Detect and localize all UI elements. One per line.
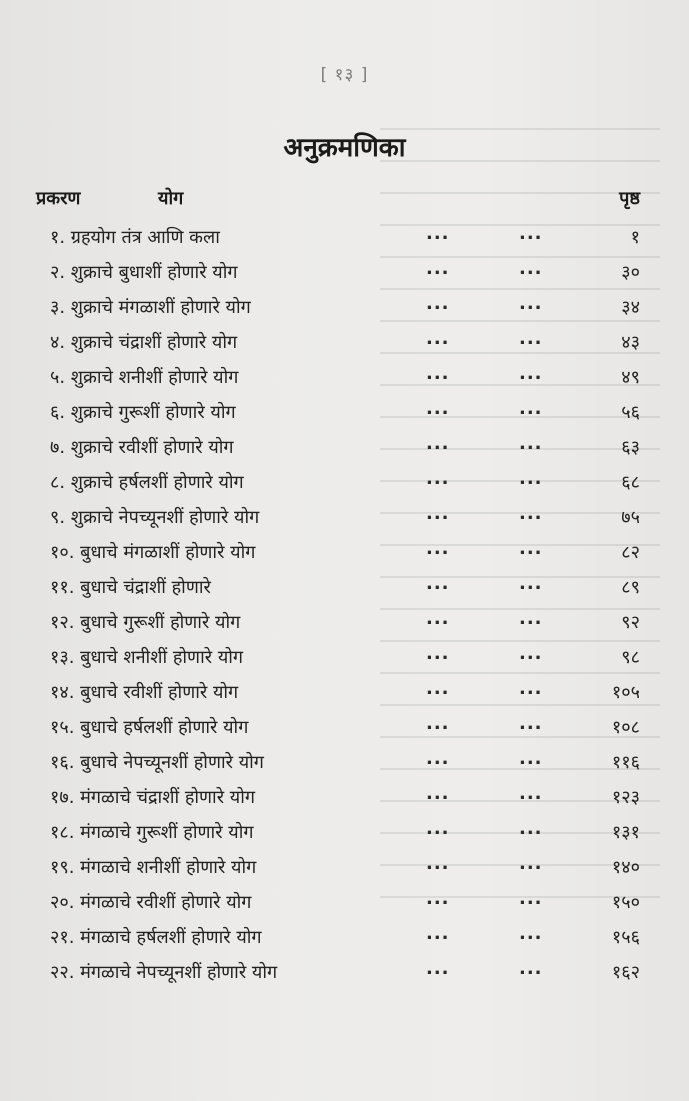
toc-entry[interactable] bbox=[50, 292, 650, 327]
toc-entry-page: ११६ bbox=[611, 752, 640, 773]
toc-entry[interactable] bbox=[50, 922, 650, 957]
dot-leader: ... bbox=[426, 293, 450, 314]
dot-leader: ... bbox=[426, 608, 450, 629]
dot-leader: ... bbox=[519, 538, 543, 559]
dot-leader: ... bbox=[426, 958, 450, 979]
toc-entry-page: १४० bbox=[611, 857, 640, 878]
dot-leader: ... bbox=[426, 468, 450, 489]
toc-entry[interactable] bbox=[50, 397, 650, 432]
dot-leader: ... bbox=[426, 398, 450, 419]
header-page: पृष्ठ bbox=[619, 188, 640, 209]
toc-entry-page: १६२ bbox=[611, 962, 640, 983]
toc-entry-page: ५६ bbox=[621, 402, 640, 423]
toc-entry-page: ९८ bbox=[621, 647, 640, 668]
toc-entry-page: १२३ bbox=[611, 787, 640, 808]
header-yoga: योग bbox=[158, 188, 184, 209]
toc-entry[interactable] bbox=[50, 642, 650, 677]
toc-entry[interactable] bbox=[50, 817, 650, 852]
dot-leader: ... bbox=[519, 363, 543, 384]
toc-entry-title: ८. शुक्राचे हर्षलशीं होणारे योग bbox=[50, 472, 244, 493]
dot-leader: ... bbox=[519, 608, 543, 629]
toc-entry-page: १०५ bbox=[611, 682, 640, 703]
dot-leader: ... bbox=[519, 923, 543, 944]
dot-leader: ... bbox=[426, 433, 450, 454]
dot-leader: ... bbox=[519, 573, 543, 594]
dot-leader: ... bbox=[426, 573, 450, 594]
toc-entry-title: २. शुक्राचे बुधाशीं होणारे योग bbox=[50, 262, 238, 283]
toc-entry-title: १६. बुधाचे नेपच्यूनशीं होणारे योग bbox=[50, 752, 264, 773]
toc-entry-title: २२. मंगळाचे नेपच्यूनशीं होणारे योग bbox=[50, 962, 278, 983]
toc-entry[interactable] bbox=[50, 852, 650, 887]
dot-leader: ... bbox=[426, 678, 450, 699]
dot-leader: ... bbox=[519, 748, 543, 769]
toc-entry[interactable] bbox=[50, 747, 650, 782]
toc-entry-title: ४. शुक्राचे चंद्राशीं होणारे योग bbox=[50, 332, 238, 353]
dot-leader: ... bbox=[426, 888, 450, 909]
toc-entry-page: १०८ bbox=[611, 717, 640, 738]
dot-leader: ... bbox=[426, 713, 450, 734]
toc-entry-page: ६३ bbox=[621, 437, 640, 458]
toc-entry[interactable] bbox=[50, 432, 650, 467]
dot-leader: ... bbox=[426, 503, 450, 524]
dot-leader: ... bbox=[519, 818, 543, 839]
toc-entry-page: ७५ bbox=[621, 507, 640, 528]
dot-leader: ... bbox=[519, 853, 543, 874]
toc-header bbox=[36, 186, 648, 216]
toc-entry[interactable] bbox=[50, 467, 650, 502]
page-title: अनुक्रमणिका bbox=[283, 133, 406, 163]
dot-leader: ... bbox=[519, 328, 543, 349]
dot-leader: ... bbox=[426, 783, 450, 804]
toc-entry-page: १५० bbox=[611, 892, 640, 913]
toc-entry-page: ८२ bbox=[621, 542, 640, 563]
toc-entry-title: ३. शुक्राचे मंगळाशीं होणारे योग bbox=[50, 297, 251, 318]
toc-entry-page: १३१ bbox=[611, 822, 640, 843]
dot-leader: ... bbox=[519, 433, 543, 454]
toc-entry-title: ९. शुक्राचे नेपच्यूनशीं होणारे योग bbox=[50, 507, 260, 528]
toc-entry-page: ४९ bbox=[621, 367, 640, 388]
toc-entry[interactable] bbox=[50, 887, 650, 922]
dot-leader: ... bbox=[426, 923, 450, 944]
toc-entry[interactable] bbox=[50, 327, 650, 362]
dot-leader: ... bbox=[519, 958, 543, 979]
dot-leader: ... bbox=[519, 888, 543, 909]
toc-entry[interactable] bbox=[50, 362, 650, 397]
toc-entry[interactable] bbox=[50, 257, 650, 292]
toc-entry[interactable] bbox=[50, 782, 650, 817]
toc-entry-page: १५६ bbox=[611, 927, 640, 948]
header-chapter: प्रकरण bbox=[36, 188, 81, 209]
dot-leader: ... bbox=[519, 258, 543, 279]
toc-entry-title: १४. बुधाचे रवीशीं होणारे योग bbox=[50, 682, 239, 703]
toc-entry-page: १ bbox=[630, 227, 640, 248]
toc-entry-title: १०. बुधाचे मंगळाशीं होणारे योग bbox=[50, 542, 256, 563]
toc-entry-title: १७. मंगळाचे चंद्राशीं होणारे योग bbox=[50, 787, 256, 808]
toc-entry[interactable] bbox=[50, 677, 650, 712]
toc-entry[interactable] bbox=[50, 572, 650, 607]
dot-leader: ... bbox=[519, 398, 543, 419]
toc-entry-title: १२. बुधाचे गुरूशीं होणारे योग bbox=[50, 612, 241, 633]
dot-leader: ... bbox=[426, 748, 450, 769]
dot-leader: ... bbox=[519, 503, 543, 524]
dot-leader: ... bbox=[519, 783, 543, 804]
table-of-contents bbox=[50, 222, 650, 992]
toc-entry-page: ४३ bbox=[621, 332, 640, 353]
toc-entry-page: ६८ bbox=[621, 472, 640, 493]
toc-entry[interactable] bbox=[50, 957, 650, 992]
toc-entry-title: ५. शुक्राचे शनीशीं होणारे योग bbox=[50, 367, 239, 388]
toc-entry-title: ७. शुक्राचे रवीशीं होणारे योग bbox=[50, 437, 234, 458]
toc-entry-page: ३० bbox=[621, 262, 640, 283]
dot-leader: ... bbox=[426, 258, 450, 279]
toc-entry-title: ६. शुक्राचे गुरूशीं होणारे योग bbox=[50, 402, 236, 423]
toc-entry-title: १५. बुधाचे हर्षलशीं होणारे योग bbox=[50, 717, 249, 738]
dot-leader: ... bbox=[519, 643, 543, 664]
toc-entry-title: १३. बुधाचे शनीशीं होणारे योग bbox=[50, 647, 244, 668]
toc-entry-title: २०. मंगळाचे रवीशीं होणारे योग bbox=[50, 892, 252, 913]
dot-leader: ... bbox=[519, 293, 543, 314]
dot-leader: ... bbox=[519, 678, 543, 699]
toc-entry[interactable] bbox=[50, 222, 650, 257]
dot-leader: ... bbox=[519, 223, 543, 244]
dot-leader: ... bbox=[426, 223, 450, 244]
toc-entry-title: ११. बुधाचे चंद्राशीं होणारे bbox=[50, 577, 211, 598]
toc-entry-title: २१. मंगळाचे हर्षलशीं होणारे योग bbox=[50, 927, 262, 948]
toc-entry-title: १९. मंगळाचे शनीशीं होणारे योग bbox=[50, 857, 257, 878]
toc-entry-page: ३४ bbox=[621, 297, 640, 318]
dot-leader: ... bbox=[426, 328, 450, 349]
dot-leader: ... bbox=[426, 643, 450, 664]
toc-entry[interactable] bbox=[50, 607, 650, 642]
dot-leader: ... bbox=[426, 818, 450, 839]
toc-entry[interactable] bbox=[50, 712, 650, 747]
dot-leader: ... bbox=[519, 468, 543, 489]
toc-entry-page: ९२ bbox=[621, 612, 640, 633]
dot-leader: ... bbox=[426, 853, 450, 874]
toc-entry-title: १. ग्रहयोग तंत्र आणि कला bbox=[50, 227, 220, 248]
page-number: [ १३ ] bbox=[320, 65, 369, 85]
dot-leader: ... bbox=[426, 363, 450, 384]
toc-entry-page: ८९ bbox=[621, 577, 640, 598]
dot-leader: ... bbox=[519, 713, 543, 734]
toc-entry[interactable] bbox=[50, 537, 650, 572]
dot-leader: ... bbox=[426, 538, 450, 559]
toc-entry-title: १८. मंगळाचे गुरूशीं होणारे योग bbox=[50, 822, 254, 843]
toc-entry[interactable] bbox=[50, 502, 650, 537]
